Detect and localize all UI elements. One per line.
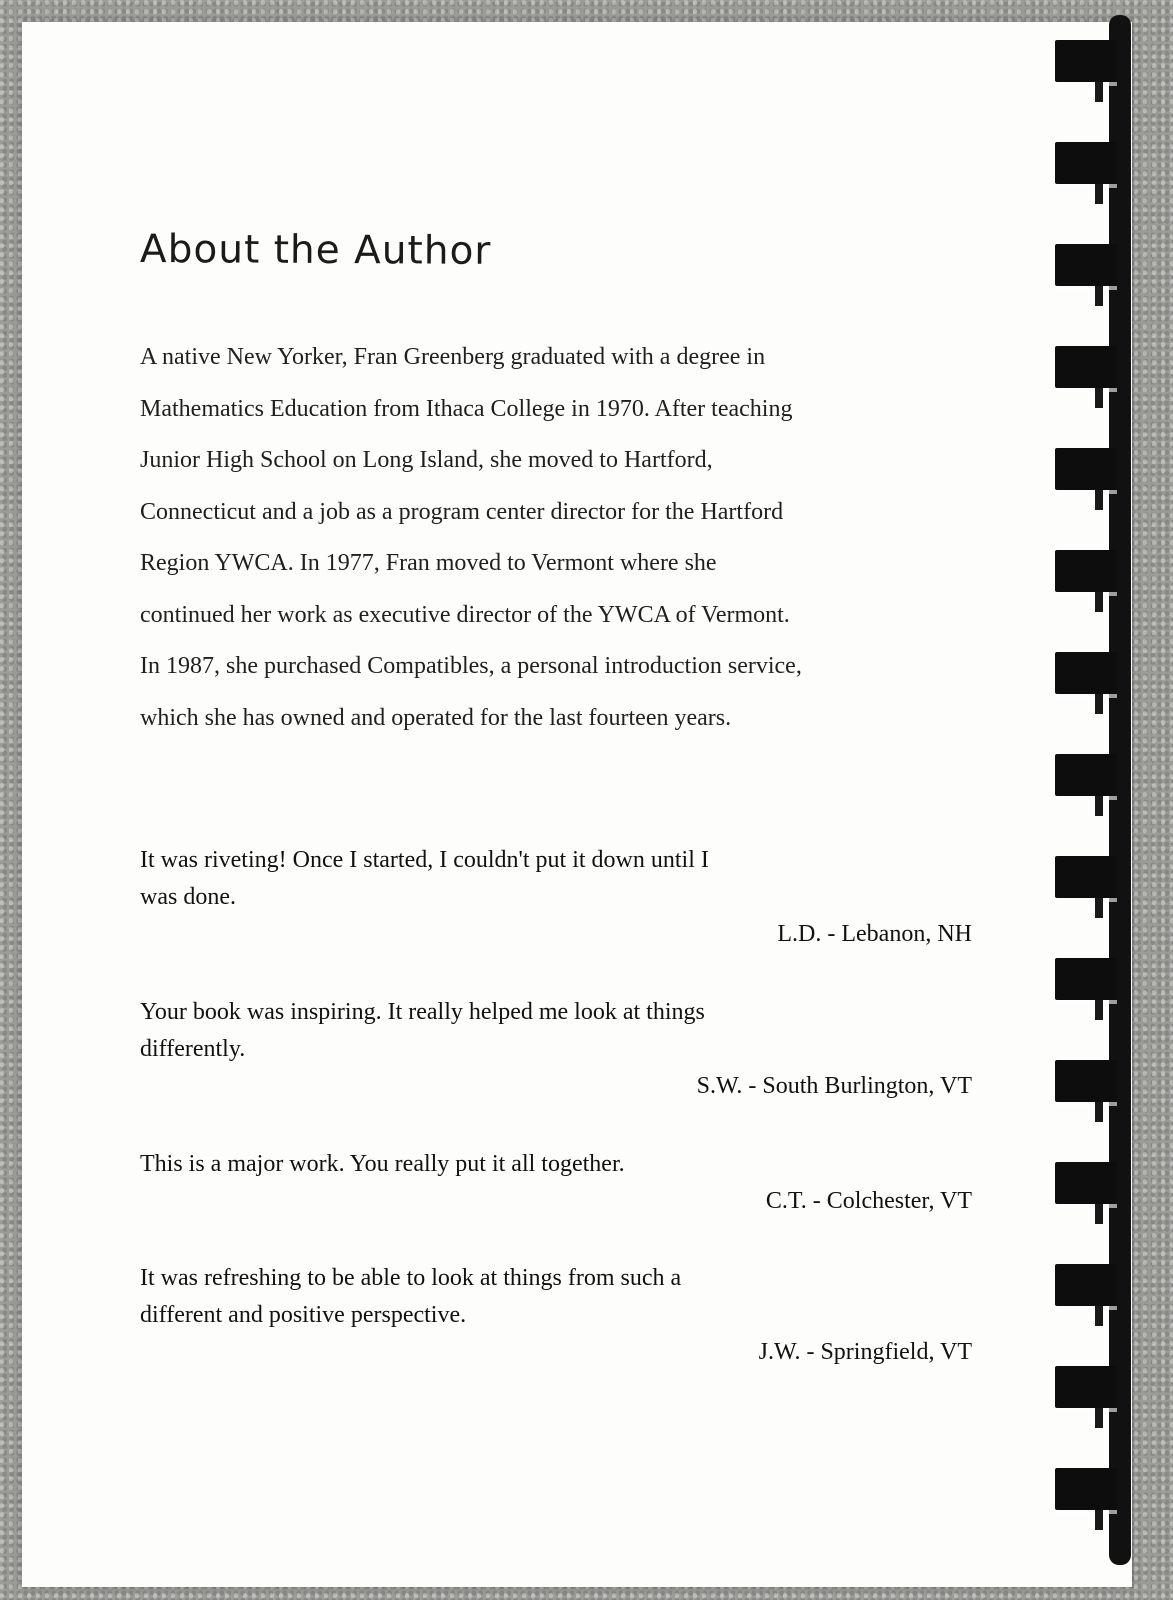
bio-line: continued her work as executive director of the YWCA of Vermont.: [140, 601, 790, 628]
review-item: [140, 1146, 980, 1220]
review-attribution: L.D. - Lebanon, NH: [777, 921, 972, 947]
binding-tooth: [1055, 448, 1117, 490]
review-quote-line: This is a major work. You really put it all together.: [140, 1151, 625, 1177]
review-quote-line: differently.: [140, 1036, 246, 1062]
book-page: [22, 22, 1132, 1587]
bio-line: In 1987, she purchased Compatibles, a personal introduction service,: [140, 653, 802, 679]
author-bio: [140, 332, 960, 744]
review-quote-line: It was refreshing to be able to look at things from such a: [140, 1265, 682, 1291]
bio-line: which she has owned and operated for the last fourteen years.: [140, 704, 732, 731]
review-quote-line: was done.: [140, 884, 236, 910]
binding-tooth: [1055, 1468, 1117, 1510]
review-attribution: C.T. - Colchester, VT: [765, 1188, 972, 1214]
review-quote-line: Your book was inspiring. It really helped me look at things: [140, 999, 705, 1025]
binding-tooth: [1055, 1264, 1117, 1306]
review-item: [140, 994, 980, 1105]
bio-line: A native New Yorker, Fran Greenberg graduated with a degree in: [140, 344, 766, 370]
binding-tooth: [1055, 244, 1117, 286]
bio-line: Connecticut and a job as a program center director for the Hartford: [140, 498, 784, 525]
bio-line: Region YWCA. In 1977, Fran moved to Vermont where she: [140, 550, 717, 576]
binding-tooth: [1055, 754, 1117, 796]
review-attribution: J.W. - Springfield, VT: [758, 1339, 972, 1365]
binding-tooth: [1055, 652, 1117, 694]
binding-tooth: [1055, 958, 1117, 1000]
comb-binding: [1055, 15, 1135, 1565]
bio-line: Junior High School on Long Island, she moved to Hartford,: [140, 447, 713, 473]
page-heading: About the Author: [139, 227, 492, 274]
binding-tooth: [1055, 1060, 1117, 1102]
review-quote-line: It was riveting! Once I started, I couldn't put it down until I: [140, 847, 709, 873]
review-attribution: S.W. - South Burlington, VT: [696, 1073, 972, 1099]
binding-tooth: [1055, 856, 1117, 898]
review-item: [140, 842, 980, 953]
binding-tooth: [1055, 346, 1117, 388]
binding-tooth: [1055, 550, 1117, 592]
bio-line: Mathematics Education from Ithaca College in 1970. After teaching: [140, 395, 793, 422]
binding-tooth: [1055, 40, 1117, 82]
review-quote-line: different and positive perspective.: [140, 1302, 467, 1328]
binding-tooth: [1055, 142, 1117, 184]
binding-tooth: [1055, 1162, 1117, 1204]
binding-tooth: [1055, 1366, 1117, 1408]
review-item: [140, 1260, 980, 1371]
